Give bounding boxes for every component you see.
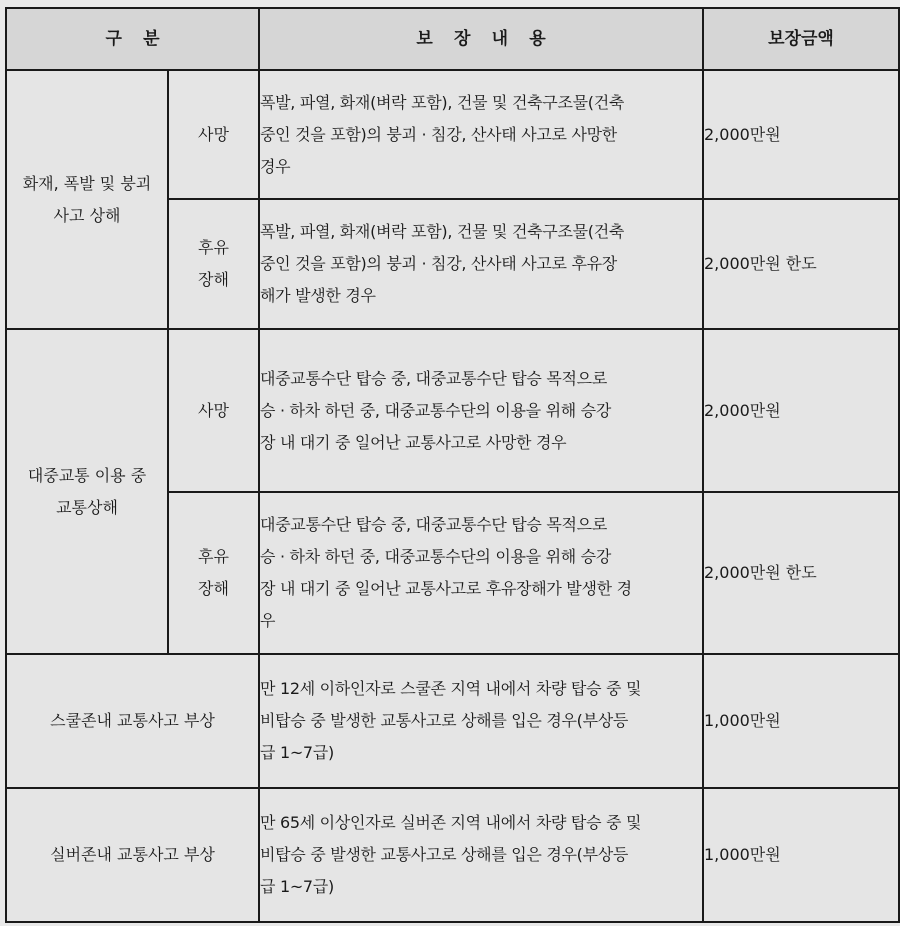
description-line: 비탑승 중 발생한 교통사고로 상해를 입은 경우(부상등 <box>260 711 629 730</box>
category-label: 대중교통 이용 중 <box>27 465 147 485</box>
description-line: 장 내 대기 중 일어난 교통사고로 후유장해가 발생한 경 <box>260 579 632 598</box>
category-cell: 실버존내 교통사고 부상 <box>6 788 259 922</box>
table-row <box>6 654 899 788</box>
table-row <box>6 788 899 922</box>
subcategory-cell <box>168 199 259 329</box>
description-line: 급 1~7급) <box>260 743 334 762</box>
amount-cell: 2,000만원 <box>703 70 899 199</box>
coverage-table <box>5 7 900 923</box>
subcategory-cell <box>168 329 259 492</box>
description-line: 장 내 대기 중 일어난 교통사고로 사망한 경우 <box>260 432 567 452</box>
description-line: 중인 것을 포함)의 붕괴 · 침강, 산사태 사고로 후유장 <box>260 254 617 273</box>
description-line: 승 · 하차 하던 중, 대중교통수단의 이용을 위해 승강 <box>260 400 611 420</box>
description-line: 폭발, 파열, 화재(벼락 포함), 건물 및 건축구조물(건축 <box>260 92 625 112</box>
header-category: 구 분 <box>6 8 259 70</box>
subcategory-label: 장해 <box>198 270 229 289</box>
amount-cell: 2,000만원 한도 <box>703 199 899 329</box>
description-line: 급 1~7급) <box>260 877 334 896</box>
description-cell <box>259 492 703 654</box>
category-cell: 스쿨존내 교통사고 부상 <box>6 654 259 788</box>
category-label: 교통상해 <box>56 497 118 517</box>
description-line: 중인 것을 포함)의 붕괴 · 침강, 산사태 사고로 사망한 <box>260 124 617 144</box>
category-cell <box>6 329 168 654</box>
description-cell <box>259 654 703 788</box>
description-line: 대중교통수단 탑승 중, 대중교통수단 탑승 목적으로 <box>260 368 607 388</box>
table-row <box>6 70 899 199</box>
description-line: 대중교통수단 탑승 중, 대중교통수단 탑승 목적으로 <box>260 515 607 534</box>
subcategory-cell <box>168 70 259 199</box>
description-line: 만 12세 이하인자로 스쿨존 지역 내에서 차량 탑승 중 및 <box>260 679 642 698</box>
header-amount: 보장금액 <box>703 8 899 70</box>
description-line: 승 · 하차 하던 중, 대중교통수단의 이용을 위해 승강 <box>260 547 611 566</box>
description-cell <box>259 70 703 199</box>
description-cell <box>259 329 703 492</box>
amount-cell: 1,000만원 <box>703 654 899 788</box>
subcategory-label: 후유 <box>198 547 229 566</box>
subcategory-label: 장해 <box>198 579 229 598</box>
header-row <box>6 8 899 70</box>
subcategory-label: 사망 <box>198 400 229 420</box>
description-line: 비탑승 중 발생한 교통사고로 상해를 입은 경우(부상등 <box>260 845 629 864</box>
amount-cell: 1,000만원 <box>703 788 899 922</box>
subcategory-cell <box>168 492 259 654</box>
description-line: 우 <box>260 611 276 630</box>
category-cell <box>6 70 168 329</box>
category-label: 사고 상해 <box>53 205 121 225</box>
category-label: 화재, 폭발 및 붕괴 <box>22 173 152 193</box>
description-line: 만 65세 이상인자로 실버존 지역 내에서 차량 탑승 중 및 <box>260 813 642 832</box>
amount-cell: 2,000만원 <box>703 329 899 492</box>
header-content: 보 장 내 용 <box>259 8 703 70</box>
subcategory-label: 후유 <box>198 238 229 257</box>
description-cell <box>259 199 703 329</box>
description-line: 경우 <box>260 156 291 176</box>
description-line: 해가 발생한 경우 <box>260 286 376 305</box>
table-row <box>6 329 899 492</box>
amount-cell: 2,000만원 한도 <box>703 492 899 654</box>
subcategory-label: 사망 <box>198 124 229 144</box>
description-line: 폭발, 파열, 화재(벼락 포함), 건물 및 건축구조물(건축 <box>260 222 625 241</box>
description-cell <box>259 788 703 922</box>
